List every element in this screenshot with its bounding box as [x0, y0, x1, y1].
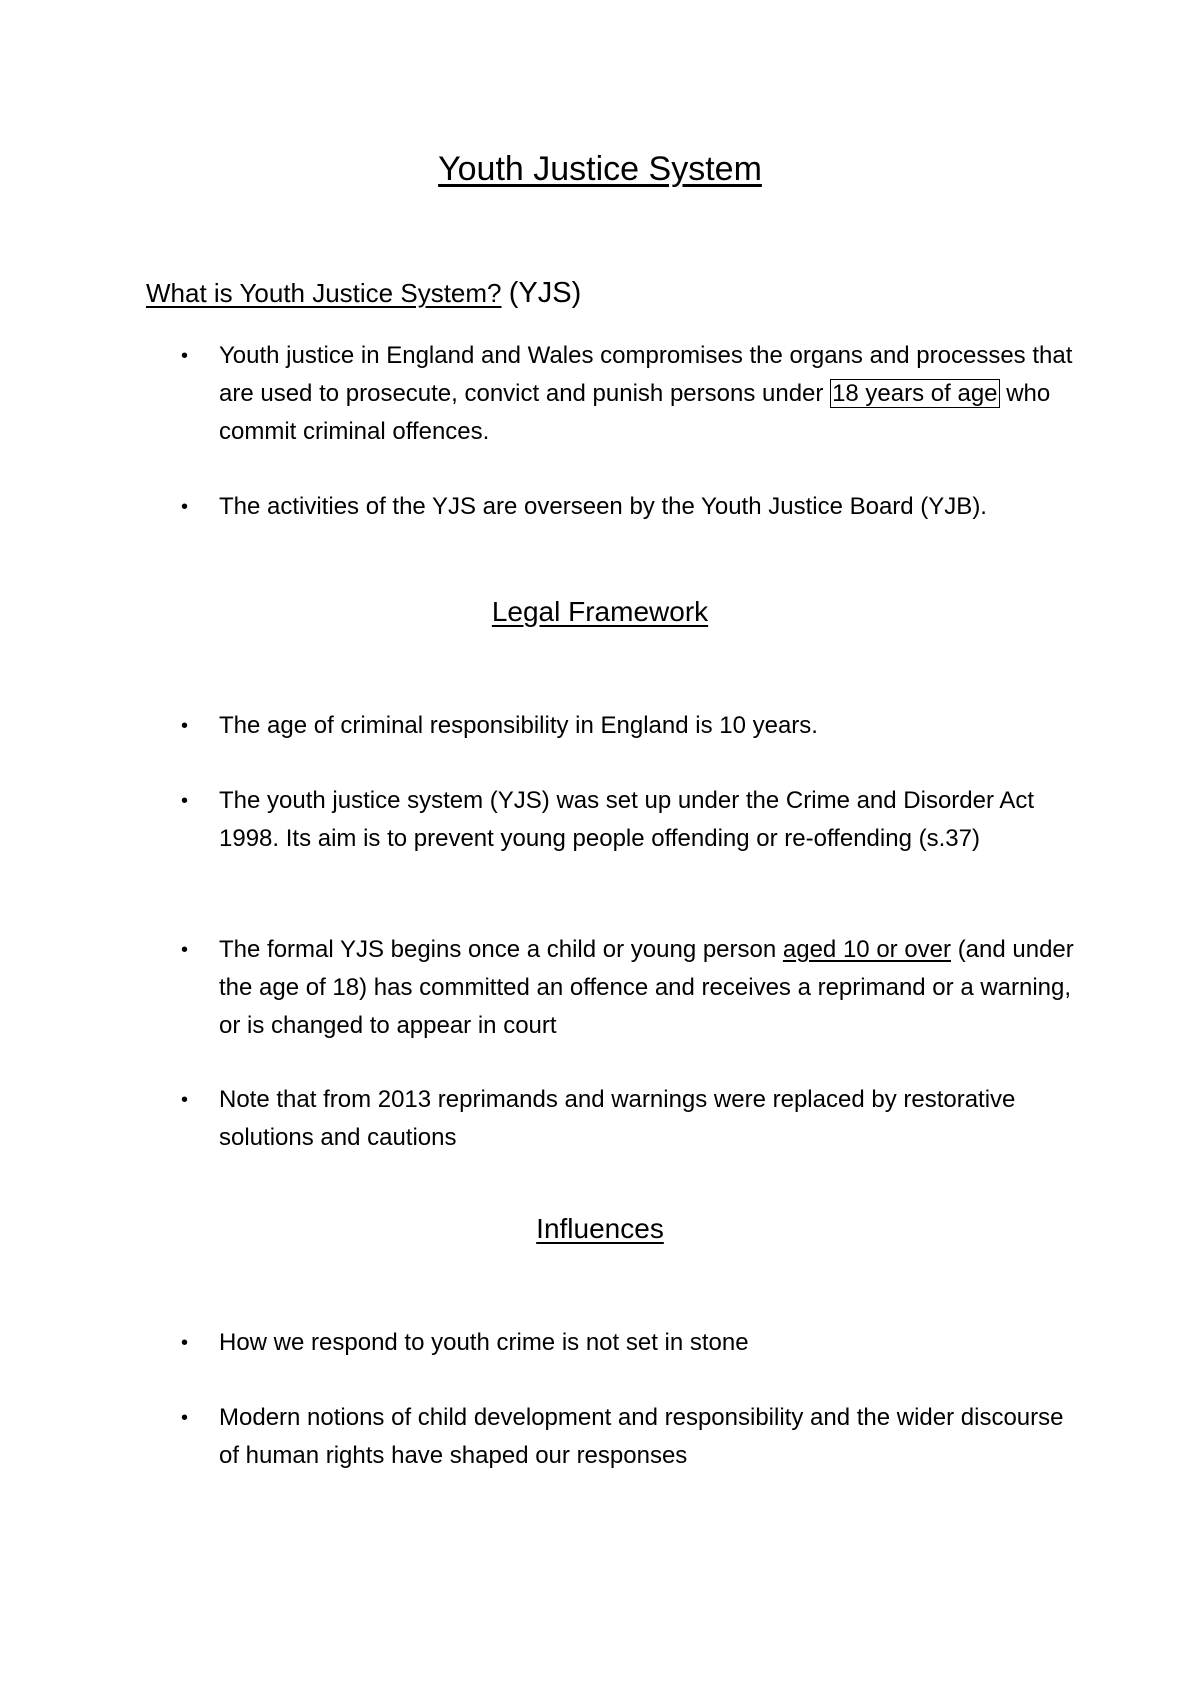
bullet-text: Note that from 2013 reprimands and warnings were replaced by restorative solutions and cautions [219, 1086, 1016, 1151]
section-heading-suffix: (YJS) [508, 277, 582, 309]
bullet-text: How we respond to youth crime is not set in stone [219, 1329, 749, 1356]
bullet-text: Modern notions of child development and responsibility and the wider discourse of human rights have shaped our responses [219, 1404, 1064, 1469]
bullet-text: The formal YJS begins once a child or young person [219, 936, 777, 963]
bullet-icon: • [181, 790, 189, 812]
list-item [181, 931, 1079, 1045]
section-heading-text: What is Youth Justice System? [146, 278, 502, 308]
list-item [181, 1324, 1079, 1362]
list-item [181, 1399, 1079, 1475]
bullet-text: The youth justice system (YJS) was set up under the Crime and Disorder Act 1998. Its aim is to prevent young people offending or re-offending (s.37) [219, 787, 1035, 852]
highlighted-phrase: 18 years of age [832, 380, 998, 407]
underlined-phrase: aged 10 or over [782, 936, 952, 963]
page-title: Youth Justice System [438, 150, 762, 188]
bullet-icon: • [181, 1332, 189, 1354]
list-item [181, 488, 1079, 526]
section-heading-what-is-yjs [146, 277, 581, 310]
bullet-icon: • [181, 715, 189, 737]
bullet-icon: • [181, 496, 189, 518]
list-item [181, 782, 1079, 858]
bullet-text: The activities of the YJS are overseen by the Youth Justice Board (YJB). [219, 493, 987, 520]
section-heading-influences: Influences [536, 1213, 664, 1244]
bullet-icon: • [181, 939, 189, 961]
section-heading-legal-framework: Legal Framework [491, 596, 709, 627]
list-item [181, 1081, 1079, 1157]
bullet-text: The age of criminal responsibility in England is 10 years. [219, 712, 818, 739]
bullet-text-continued: who commit criminal offences. [219, 380, 1051, 445]
bullet-icon: • [181, 345, 189, 367]
bullet-text: Youth justice in England and Wales compromises the organs and processes that are used to prosecute, convict and punish persons under [219, 342, 1073, 407]
list-item [181, 337, 1079, 451]
bullet-text-continued: (and under the age of 18) has committed an offence and receives a reprimand or a warning, or is changed to appear in court [219, 936, 1074, 1039]
bullet-icon: • [181, 1407, 189, 1429]
bullet-icon: • [181, 1089, 189, 1111]
list-item [181, 707, 1079, 745]
